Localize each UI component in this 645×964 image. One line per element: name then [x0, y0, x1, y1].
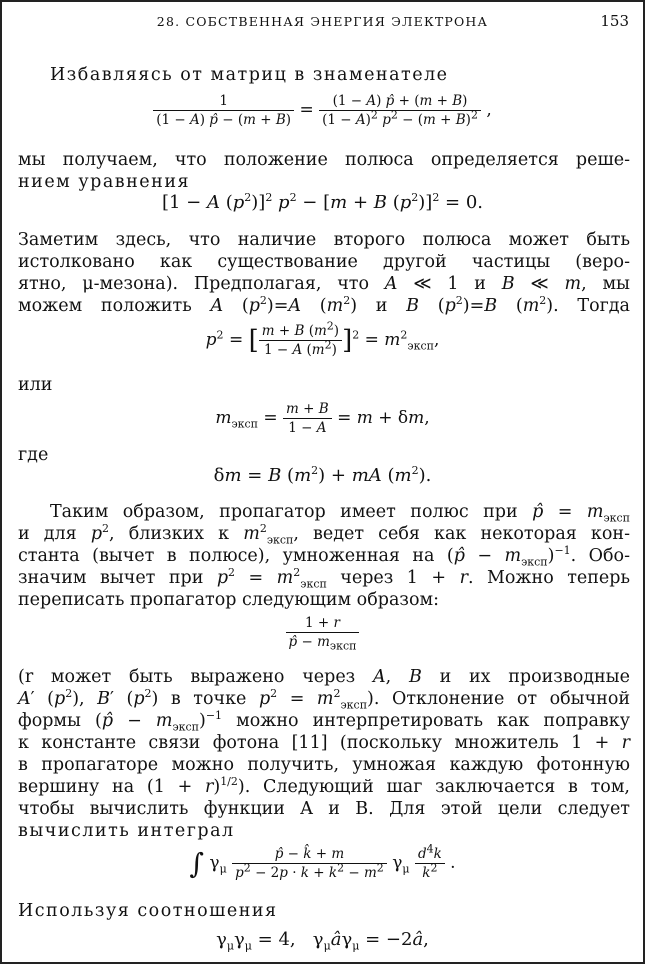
text-span: формы [18, 711, 81, 731]
text-line: чтобы вычислить функции A и B. Для этой цели следует [18, 799, 630, 819]
equation-propagator: $\frac{1 + r}{p̂ - m_{эксп}}$ [2, 614, 643, 651]
text-span: . Следующий шаг заключается в том, [244, 777, 630, 797]
text-span: , ведет себя как некоторая кон- [293, 524, 630, 544]
text-line: вычислить интеграл [18, 821, 235, 841]
text-line: Таким образом, пропагатор имеет полюс при p̂ = $m_{эксп}$ [50, 502, 630, 525]
text-span: станта (вычет в полюсе), умноженная на [18, 546, 435, 566]
text-span: и для [18, 524, 77, 544]
page-number: 153 [600, 12, 629, 30]
text-span: ). Отклонение от обычной [367, 689, 631, 709]
text-line: ятно, μ-мезона). Предполагая, что A ≪ 1 и B ≪ m, мы [18, 274, 630, 294]
text-span: к константе связи фотона [11] (поскольку множитель [18, 733, 559, 753]
text-line: A′ $(p^2)$, B′ $(p^2)$ в точке $p^2 = m^2_{эксп}$). Отклонение от обычной [18, 687, 631, 712]
text-line: вершину на $(1 + r)^{1/2}$). Следующий шаг заключается в том, [18, 775, 630, 797]
text-span: . Тогда [553, 296, 630, 316]
text-line: Заметим здесь, что наличие второго полюса может быть [18, 230, 630, 250]
text-line: нием уравнения [18, 172, 191, 192]
text-span: через [340, 568, 394, 588]
text-span: можем положить [18, 296, 192, 316]
text-line: и для $p^2$, близких к $m^2_{эксп}$, ведет себя как некоторая кон- [18, 522, 630, 547]
text-span: в точке [170, 689, 247, 709]
text-span: Таким образом, пропагатор имеет полюс при [50, 502, 518, 522]
text-span: ятно, μ-мезона). Предполагая, что [18, 274, 369, 294]
text-line: можем положить A $(p^2)=A$ $(m^2)$ и B $(p^2)=B$ $(m^2)$. Тогда [18, 294, 630, 316]
chapter-title: 28. СОБСТВЕННАЯ ЭНЕРГИЯ ЭЛЕКТРОНА [156, 14, 489, 29]
running-header [2, 12, 643, 34]
text-span: и их производные [439, 667, 630, 687]
text-line: или [18, 375, 53, 395]
text-span: и [474, 274, 486, 294]
equation-integral: ∫ $\gamma_\mu$ $\frac{p̂ - k̂ + m}{p^2 - 2p \cdot k + k^2 - m^2}$ $\gamma_\mu$ $\frac{d^4k}{k^2}$ . [189, 842, 456, 881]
text-line: (r может быть выражено через A, B и их производные [18, 667, 630, 687]
equation-delta-m: δm = B $(m^2)$ + mA $(m^2)$. [213, 464, 432, 486]
text-span: . Можно теперь [467, 568, 630, 588]
text-line: где [18, 445, 49, 465]
text-line: мы получаем, что положение полюса определяется реше- [18, 150, 630, 170]
equation-pole: [1 − A $(p^2)]^2$ $p^2 - [m + B$ $(p^2)]^2 = 0$. [161, 191, 484, 213]
text-line: формы (p̂ − $m_{эксп})^{-1}$ можно интерпретировать как поправку [18, 709, 630, 734]
text-span: значим вычет при [18, 568, 204, 588]
text-line: значим вычет при $p^2 = m^2_{эксп}$ через 1 + r. Можно теперь [18, 566, 630, 591]
equation-m-exp: $m_{эксп}$ = $\frac{m + B}{1 - A}$ = m + δm, [215, 401, 430, 436]
text-span: можно интерпретировать как поправку [236, 711, 630, 731]
text-line: к константе связи фотона [11] (поскольку множитель 1 + r [18, 733, 630, 753]
equation-p-squared: $p^2$ = [ $\frac{m + B (m^2)}{1 - A (m^2)}$ ]$^2 = m^2_{эксп}$, [205, 319, 440, 358]
equation-inverse-propagator: $\frac{1}{(1 - A) p̂ - (m + B)}$ = $\frac{(1 - A) p̂ + (m + B)}{(1 - A)^2 p^2 - (m + B)^2}$ , [2, 92, 643, 129]
text-line: истолковано как существование другой частицы (веро- [18, 252, 630, 272]
text-span: , мы [581, 274, 630, 294]
text-span: и [375, 296, 388, 316]
text-span: . Обо- [570, 546, 630, 566]
text-span: , близких к [109, 524, 230, 544]
equation-gamma-relations: $\gamma_\mu\gamma_\mu = 4$, $\gamma_\mu â\gamma_\mu$ = −2â, [216, 929, 429, 953]
text-line: в пропагаторе можно получить, умножая каждую фотонную [18, 755, 630, 775]
text-line: переписать пропагатор следующим образом: [18, 590, 439, 610]
text-span: вершину на [18, 777, 135, 797]
text-line: Используя соотношения [18, 901, 278, 921]
text-line: Избавляясь от матриц в знаменателе [50, 65, 449, 85]
text-line: станта (вычет в полюсе), умноженная на (p̂ − $m_{эксп})^{-1}$. Обо- [18, 544, 630, 569]
text-span: (r может быть выражено через [18, 667, 356, 687]
